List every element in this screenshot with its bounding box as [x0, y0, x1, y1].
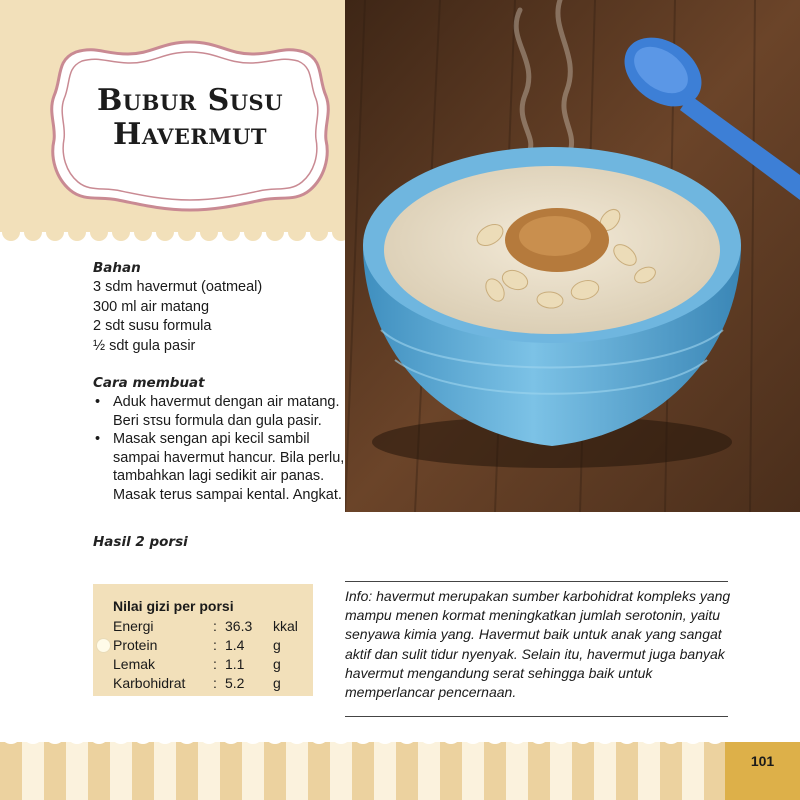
- ingredients-heading: Bahan: [93, 260, 141, 276]
- oatmeal-bowl-photo: [345, 0, 800, 512]
- footer-stripes: [0, 742, 800, 800]
- divider: [345, 716, 728, 717]
- info-text: Info: havermut merupakan sumber karbohidrat kompleks yang mampu menen kormat meningkatkan jumlah serotonin, yaitu senyawa kimia yang. Havermut baik untuk anak yang sangat aktif dan sulit tidur nyenyak. Selain itu, havermut juga banyak havermut mengandung serat sehingga baik untuk memperlancar pencernaan.: [345, 588, 731, 701]
- scallop-border: [0, 734, 725, 746]
- nutrition-box: [93, 584, 313, 696]
- nutrition-row: Lemak : 1.1 g: [113, 656, 281, 672]
- nutrition-title: Nilai gizi per porsi: [113, 598, 234, 614]
- list-item: 2 sdt susu formula: [93, 318, 212, 334]
- scallop-border: [0, 223, 345, 241]
- list-item: • Masak sengan api kecil sambil sampai havermut hancur. Bila perlu, tambahkan lagi sedikit air panas. Masak terus sampai kental. Angkat.: [93, 430, 348, 504]
- nutrition-row: Karbohidrat : 5.2 g: [113, 675, 281, 691]
- bullet-dot-icon: [96, 638, 111, 653]
- list-item: 300 ml air matang: [93, 298, 210, 315]
- nutrition-row: Protein : 1.4 g: [113, 637, 281, 653]
- method-heading: Cara membuat: [93, 375, 205, 391]
- recipe-title: Bubur Susu Havermut: [96, 83, 284, 152]
- yield-text: Hasil 2 porsi: [93, 534, 188, 550]
- list-item: ½ sdt gula pasir: [93, 337, 196, 354]
- ingredients-list: [93, 278, 262, 356]
- list-item: • Aduk havermut dengan air matang. Beri sτsu formula dan gula pasir.: [93, 393, 348, 430]
- method-steps: [93, 393, 348, 504]
- divider: [345, 581, 728, 582]
- list-item: 3 sdm havermut (oatmeal): [93, 279, 263, 295]
- nutrition-row: Energi : 36.3 kkal: [113, 618, 298, 634]
- page-number: 101: [750, 753, 775, 769]
